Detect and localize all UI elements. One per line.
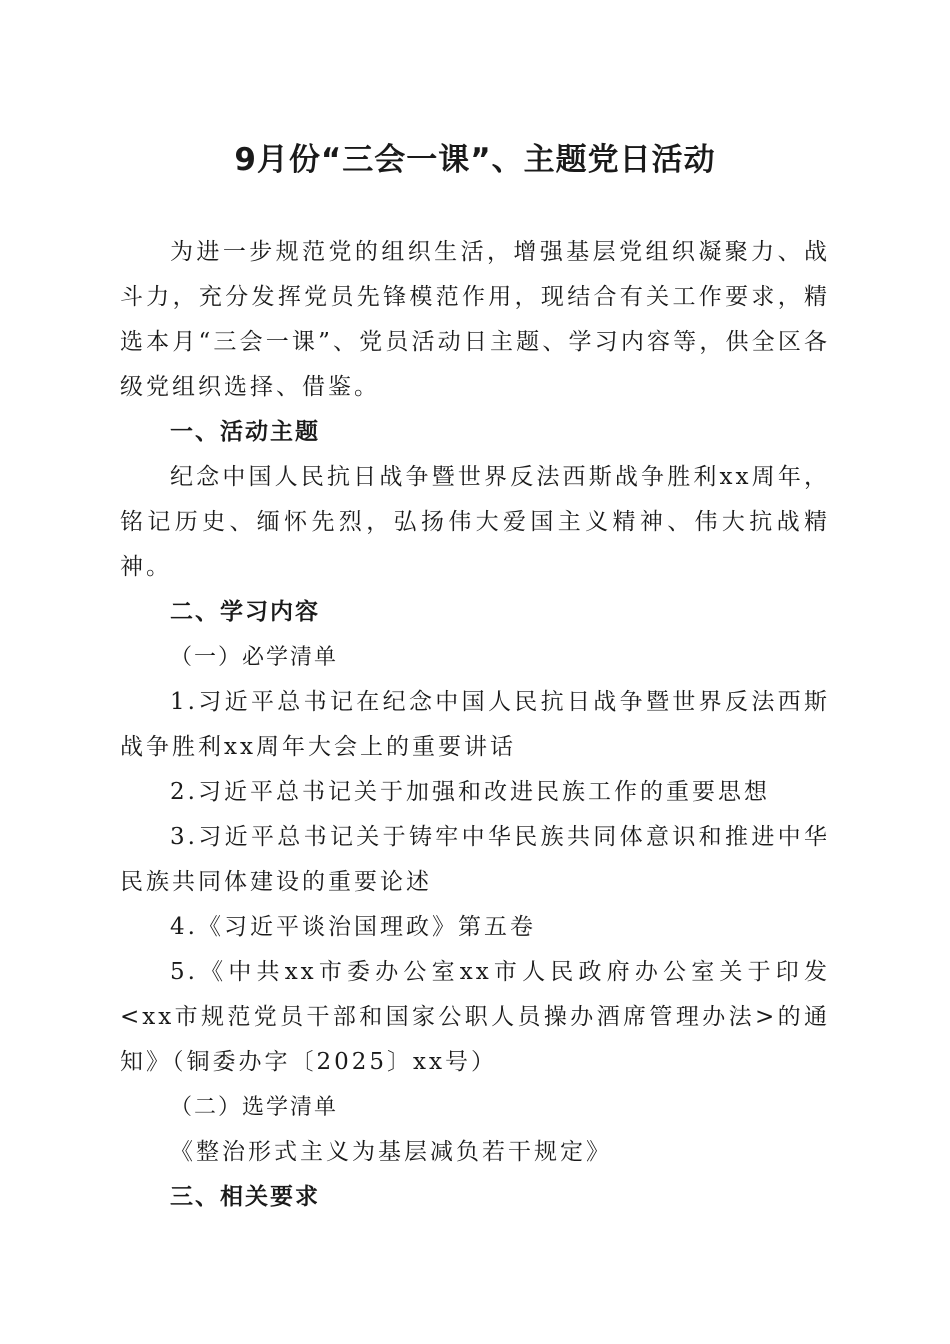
subsection-heading-required-list: （一）必学清单 xyxy=(170,645,339,670)
section-heading-requirements: 三、相关要求 xyxy=(170,1184,320,1210)
section-heading-study-content: 二、学习内容 xyxy=(170,599,320,625)
document-body xyxy=(120,230,830,1220)
required-list-item: 4.《习近平谈治国理政》第五卷 xyxy=(170,914,536,940)
optional-list-item: 《整治形式主义为基层减负若干规定》 xyxy=(170,1139,612,1165)
required-list-item: 1.习近平总书记在纪念中国人民抗日战争暨世界反法西斯战争胜利xx周年大会上的重要讲话 xyxy=(120,689,830,760)
required-list-item: 3.习近平总书记关于铸牢中华民族共同体意识和推进中华民族共同体建设的重要论述 xyxy=(120,824,830,895)
intro-paragraph: 为进一步规范党的组织生活，增强基层党组织凝聚力、战斗力，充分发挥党员先锋模范作用，现结合有关工作要求，精选本月“三会一课”、党员活动日主题、学习内容等，供全区各级党组织选择、借鉴。 xyxy=(120,239,830,400)
required-list-item: 5.《中共xx市委办公室xx市人民政府办公室关于印发<xx市规范党员干部和国家公职人员操办酒席管理办法>的通知》（铜委办字〔2025〕xx号） xyxy=(120,959,830,1075)
activity-theme-paragraph: 纪念中国人民抗日战争暨世界反法西斯战争胜利xx周年，铭记历史、缅怀先烈，弘扬伟大爱国主义精神、伟大抗战精神。 xyxy=(120,464,830,580)
document-title: 9月份“三会一课”、主题党日活动 xyxy=(234,142,716,178)
section-heading-activity-theme: 一、活动主题 xyxy=(170,419,320,445)
required-list-item: 2.习近平总书记关于加强和改进民族工作的重要思想 xyxy=(170,779,770,805)
subsection-heading-optional-list: （二）选学清单 xyxy=(170,1095,339,1120)
